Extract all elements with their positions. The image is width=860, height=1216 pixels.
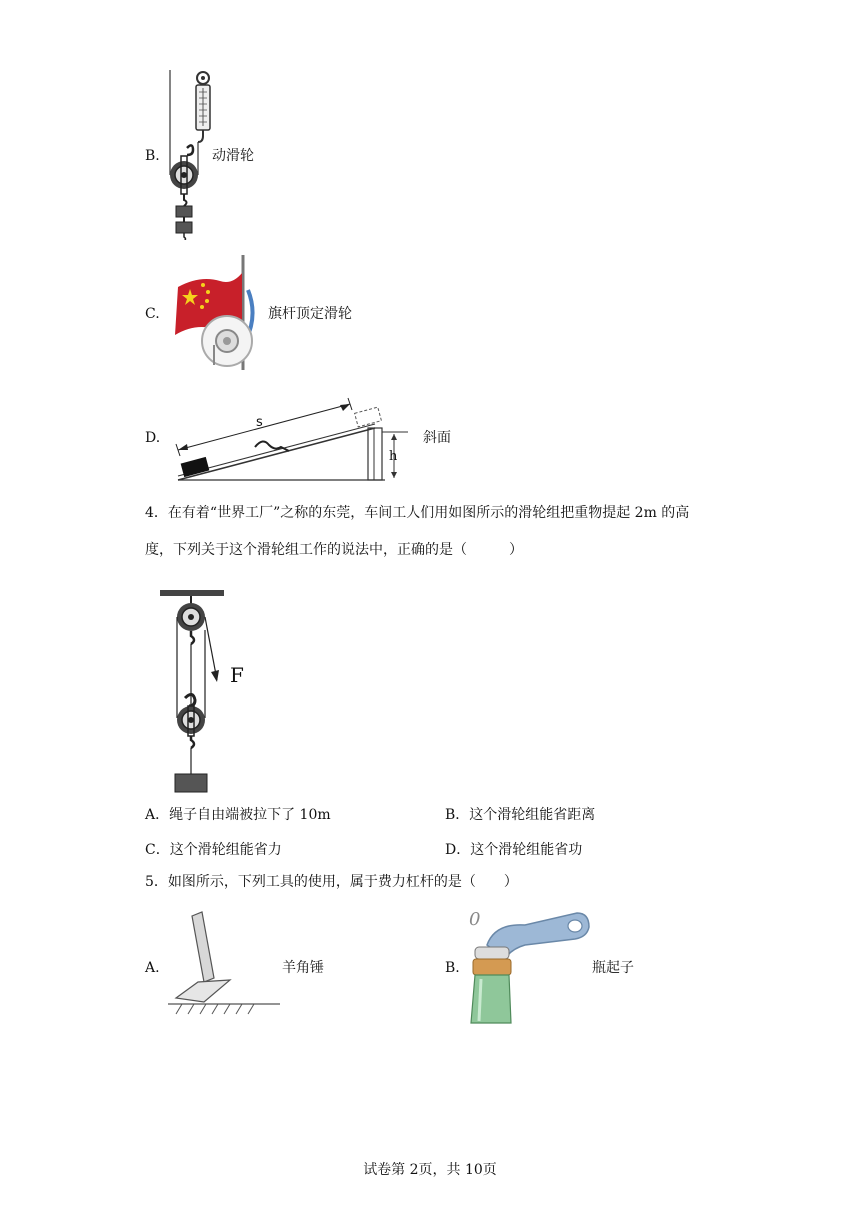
flagpole-pulley-figure: [170, 255, 260, 370]
label-h: h: [389, 449, 398, 464]
incline-figure: [170, 392, 420, 487]
q5-option-b-caption: 瓶起子: [592, 960, 634, 976]
movable-pulley-figure: [165, 70, 215, 240]
bottle-opener-figure: [465, 905, 595, 1025]
label-s: s: [256, 415, 263, 430]
page-footer: 试卷第 2页，共 10页: [363, 1162, 497, 1178]
q4-option-a: A．绳子自由端被拉下了 10m: [145, 807, 331, 823]
option-c-caption: 旗杆顶定滑轮: [268, 306, 352, 322]
figure-mark: 0: [469, 909, 481, 930]
q5-option-b-letter: B.: [445, 960, 460, 976]
q4-option-c: C．这个滑轮组能省力: [145, 842, 282, 858]
option-c-letter: C.: [145, 306, 160, 322]
q4-option-b: B．这个滑轮组能省距离: [445, 807, 596, 823]
q4-option-d: D．这个滑轮组能省功: [445, 842, 583, 858]
q4-stem-line2: 度，下列关于这个滑轮组工作的说法中，正确的是（ ）: [145, 542, 523, 558]
force-label: F: [230, 663, 244, 687]
option-b-letter: B.: [145, 148, 160, 164]
q5-option-a-letter: A.: [145, 960, 160, 976]
option-d-caption: 斜面: [423, 430, 451, 446]
pulley-block-figure: [155, 590, 265, 795]
claw-hammer-figure: [168, 910, 283, 1020]
q5-option-a-caption: 羊角锤: [282, 960, 324, 976]
q5-stem: 5．如图所示，下列工具的使用，属于费力杠杆的是（ ）: [145, 874, 518, 890]
q4-stem-line1: 4．在有着“世界工厂”之称的东莞，车间工人们用如图所示的滑轮组把重物提起 2m 的高: [145, 505, 690, 521]
option-b-caption: 动滑轮: [212, 148, 254, 164]
option-d-letter: D.: [145, 430, 161, 446]
